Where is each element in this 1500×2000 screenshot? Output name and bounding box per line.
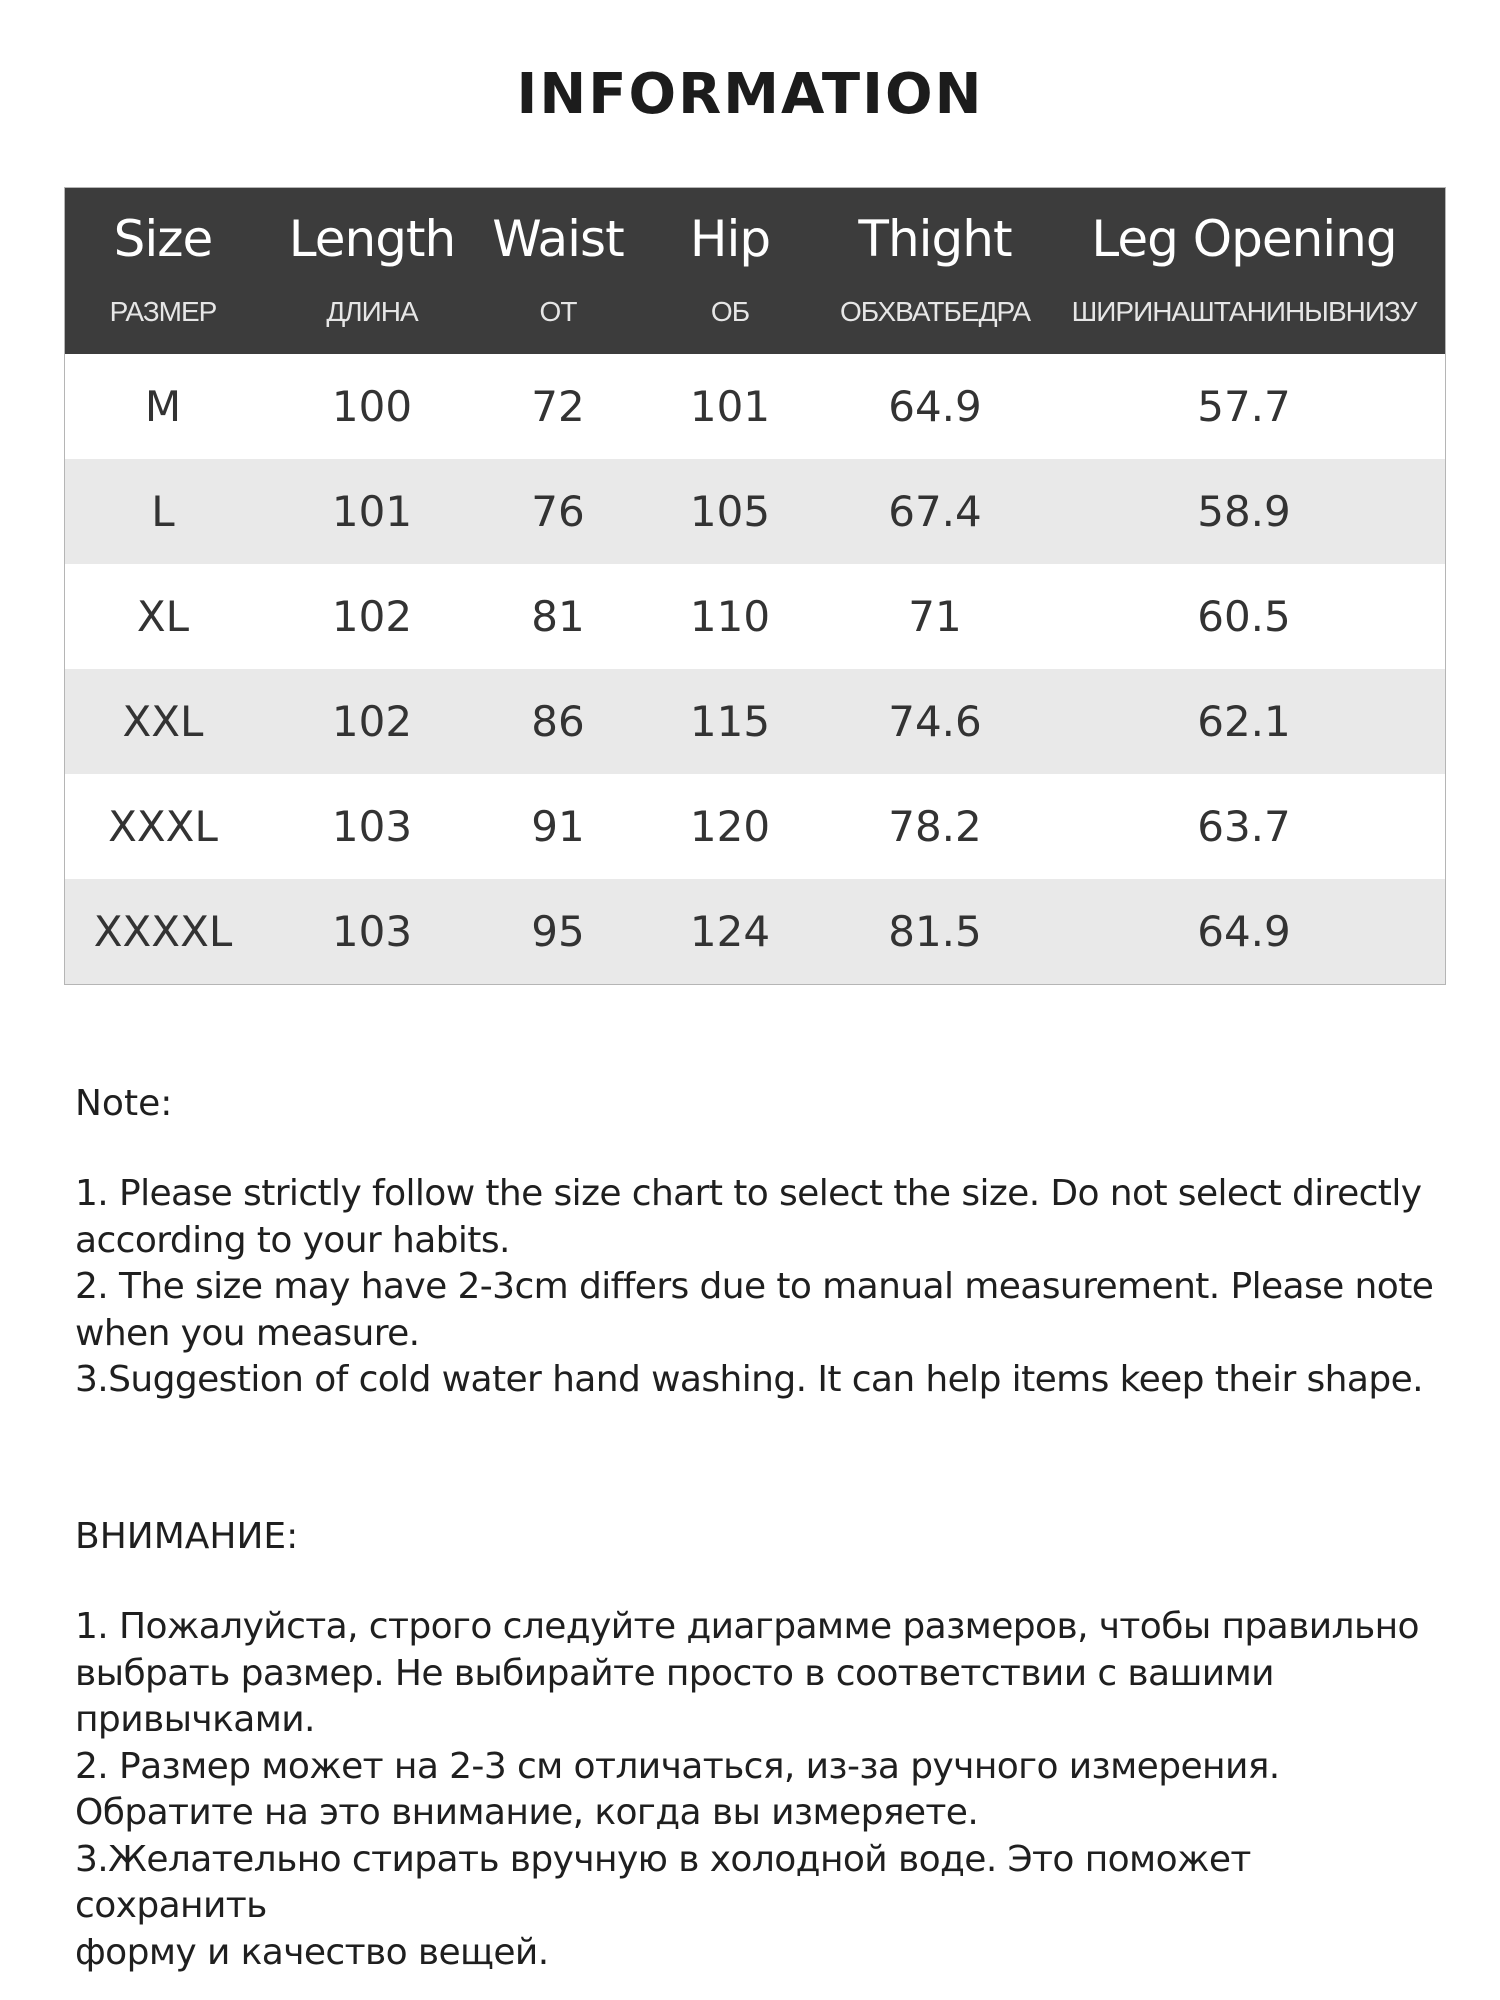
note-line: when you measure.: [75, 1312, 420, 1354]
cell-thigh: 74.6: [888, 697, 982, 746]
cell-thigh: 78.2: [888, 802, 982, 851]
cell-leg-opening: 64.9: [1197, 907, 1291, 956]
header-leg-opening: [1043, 188, 1445, 354]
cell-waist: 95: [531, 907, 585, 956]
table-row: [65, 669, 1445, 774]
cell-hip: 110: [689, 592, 771, 641]
header-size: [65, 188, 261, 354]
cell-length: 100: [331, 382, 413, 431]
cell-hip: 120: [689, 802, 771, 851]
note-line: according to your habits.: [75, 1219, 510, 1261]
table-row: [65, 354, 1445, 459]
note-body: [75, 1604, 1435, 1976]
header-label: Hip: [689, 210, 771, 268]
cell-hip: 101: [689, 382, 771, 431]
cell-size: L: [151, 487, 175, 536]
header-label: Leg Opening: [1091, 210, 1397, 268]
header-sublabel: ШИРИНАШТАНИНЫВНИЗУ: [1071, 296, 1417, 327]
note-title: ВНИМАНИЕ:: [75, 1516, 299, 1557]
header-label: Size: [113, 210, 213, 268]
header-sublabel: ОБХВАТБЕДРА: [839, 296, 1031, 327]
cell-length: 102: [331, 592, 413, 641]
header-sublabel: ОБ: [710, 296, 750, 327]
cell-leg-opening: 60.5: [1197, 592, 1291, 641]
table-row: [65, 564, 1445, 669]
note-russian: [75, 1514, 1435, 1976]
header-length: [261, 188, 483, 354]
note-line: 3.Suggestion of cold water hand washing. It can help items keep their shape.: [75, 1359, 1423, 1400]
cell-waist: 81: [531, 592, 585, 641]
header-sublabel: РАЗМЕР: [109, 296, 217, 327]
note-line: привычками.: [75, 1699, 315, 1740]
table-row: [65, 459, 1445, 564]
cell-hip: 115: [689, 697, 771, 746]
cell-size: XXL: [122, 697, 204, 746]
table-header: [65, 188, 1445, 354]
cell-size: XL: [136, 592, 190, 641]
cell-length: 103: [331, 907, 413, 956]
header-waist: [483, 188, 633, 354]
cell-leg-opening: 57.7: [1197, 382, 1291, 431]
note-line: 3.Желательно стирать вручную в холодной воде. Это поможет сохранить: [75, 1838, 1251, 1926]
header-label: Length: [288, 210, 456, 268]
note-line: форму и качество вещей.: [75, 1931, 549, 1973]
cell-leg-opening: 62.1: [1197, 697, 1291, 746]
header-thigh: [827, 188, 1043, 354]
size-chart-table: [64, 187, 1446, 985]
note-line: выбрать размер. Не выбирайте просто в соответствии с вашими: [75, 1652, 1274, 1694]
cell-hip: 124: [689, 907, 771, 956]
header-sublabel: ОТ: [539, 296, 577, 327]
cell-waist: 76: [531, 487, 585, 536]
cell-size: M: [144, 382, 182, 431]
cell-leg-opening: 58.9: [1197, 487, 1291, 536]
cell-hip: 105: [689, 487, 771, 536]
note-body: [75, 1171, 1435, 1404]
page-title: INFORMATION: [516, 62, 984, 127]
cell-waist: 91: [531, 802, 585, 851]
table-row: [65, 879, 1445, 984]
note-line: 2. The size may have 2-3cm differs due to manual measurement. Please note: [75, 1266, 1434, 1307]
cell-leg-opening: 63.7: [1197, 802, 1291, 851]
header-label: Waist: [492, 210, 624, 268]
header-hip: [633, 188, 827, 354]
cell-size: XXXL: [108, 802, 218, 851]
note-title: Note:: [75, 1083, 173, 1124]
cell-thigh: 67.4: [888, 487, 982, 536]
cell-thigh: 81.5: [888, 907, 982, 956]
cell-size: XXXXL: [93, 907, 233, 956]
cell-waist: 72: [531, 382, 585, 431]
cell-length: 103: [331, 802, 413, 851]
cell-thigh: 64.9: [888, 382, 982, 431]
cell-length: 102: [331, 697, 413, 746]
header-label: Thight: [858, 210, 1012, 268]
cell-length: 101: [331, 487, 413, 536]
note-line: 1. Please strictly follow the size chart to select the size. Do not select directly: [75, 1173, 1422, 1214]
cell-thigh: 71: [908, 592, 962, 641]
note-line: Обратите на это внимание, когда вы измеряете.: [75, 1792, 979, 1833]
note-line: 1. Пожалуйста, строго следуйте диаграмме размеров, чтобы правильно: [75, 1606, 1419, 1647]
cell-waist: 86: [531, 697, 585, 746]
note-english: [75, 1081, 1435, 1404]
table-row: [65, 774, 1445, 879]
header-sublabel: ДЛИНА: [326, 296, 418, 327]
note-line: 2. Размер может на 2-3 см отличаться, из-за ручного измерения.: [75, 1745, 1280, 1787]
